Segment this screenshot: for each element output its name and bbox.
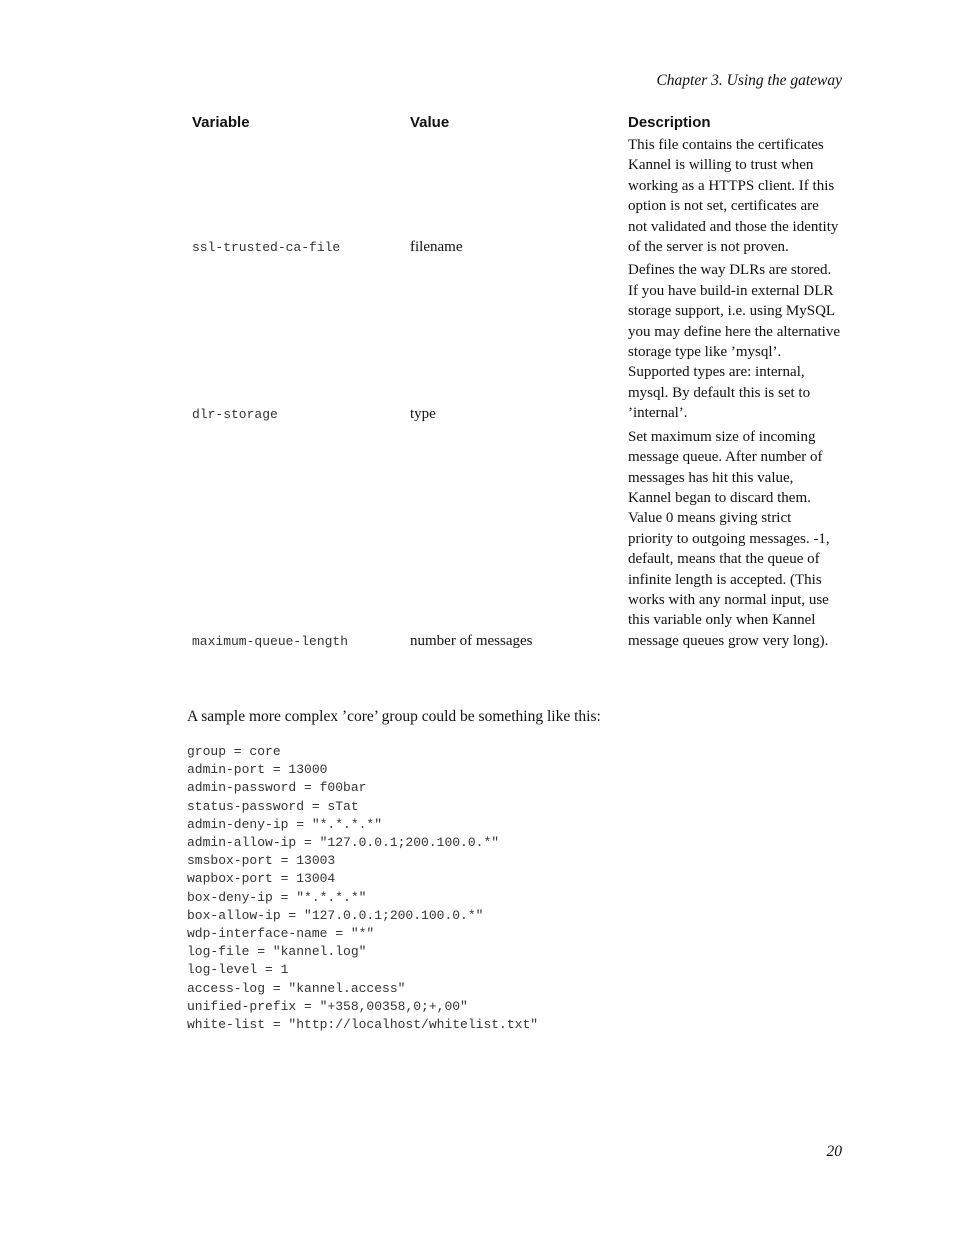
variable-description: This file contains the certificates Kannel is willing to trust when working as a HTTPS client. If this option is not set, certificates are not validated and those the identity of the server is not proven. [628, 137, 839, 256]
column-header-value: Value [410, 114, 450, 131]
code-line: wapbox-port = 13004 [187, 871, 336, 887]
running-header: Chapter 3. Using the gateway [656, 72, 842, 89]
table-header-row [189, 112, 843, 134]
variable-name: maximum-queue-length [192, 634, 349, 650]
code-line: smsbox-port = 13003 [187, 853, 336, 869]
code-line: status-password = sTat [187, 798, 359, 814]
code-line: box-deny-ip = "*.*.*.*" [187, 889, 367, 905]
variable-value: type [410, 405, 436, 422]
code-line: admin-port = 13000 [187, 762, 328, 778]
code-line: group = core [187, 744, 281, 759]
column-header-description: Description [628, 114, 711, 131]
code-line: unified-prefix = "+358,00358,0;+,00" [187, 998, 468, 1014]
table-row [189, 134, 843, 259]
variables-table [189, 112, 843, 653]
code-line: wdp-interface-name = "*" [187, 926, 375, 942]
variable-name: ssl-trusted-ca-file [192, 240, 341, 256]
code-line: admin-allow-ip = "127.0.0.1;200.100.0.*" [187, 835, 500, 851]
code-line: access-log = "kannel.access" [187, 980, 406, 996]
variable-value: filename [410, 239, 463, 256]
code-line: log-file = "kannel.log" [187, 944, 367, 960]
variable-description: Defines the way DLRs are stored. If you have build-in external DLR storage support, i.e. using MySQL you may define here the alternative storage type like ’mysql’. Supported types are: internal, mysql. By default this is set to ’internal’. [628, 262, 840, 422]
variable-value: number of messages [410, 633, 533, 650]
code-line: admin-password = f00bar [187, 780, 367, 796]
variable-description: Set maximum size of incoming message queue. After number of messages has hit this value, Kannel began to discard them. Value 0 means giving strict priority to outgoing messages. -1, default, means that the queue of infinite length is accepted. (This works with any normal input, use this variable only when Kannel message queues grow very long). [628, 428, 830, 649]
column-header-variable: Variable [192, 114, 250, 131]
table-row [189, 426, 843, 653]
table-row [189, 259, 843, 425]
page-number: 20 [826, 1143, 842, 1160]
code-line: box-allow-ip = "127.0.0.1;200.100.0.*" [187, 907, 484, 923]
sample-intro-paragraph: A sample more complex ’core’ group could be something like this: [187, 708, 601, 725]
variable-name: dlr-storage [192, 406, 278, 422]
code-listing [187, 743, 538, 1034]
code-line: log-level = 1 [187, 962, 289, 978]
code-line: white-list = "http://localhost/whitelist.txt" [187, 1017, 539, 1033]
code-line: admin-deny-ip = "*.*.*.*" [187, 816, 383, 832]
